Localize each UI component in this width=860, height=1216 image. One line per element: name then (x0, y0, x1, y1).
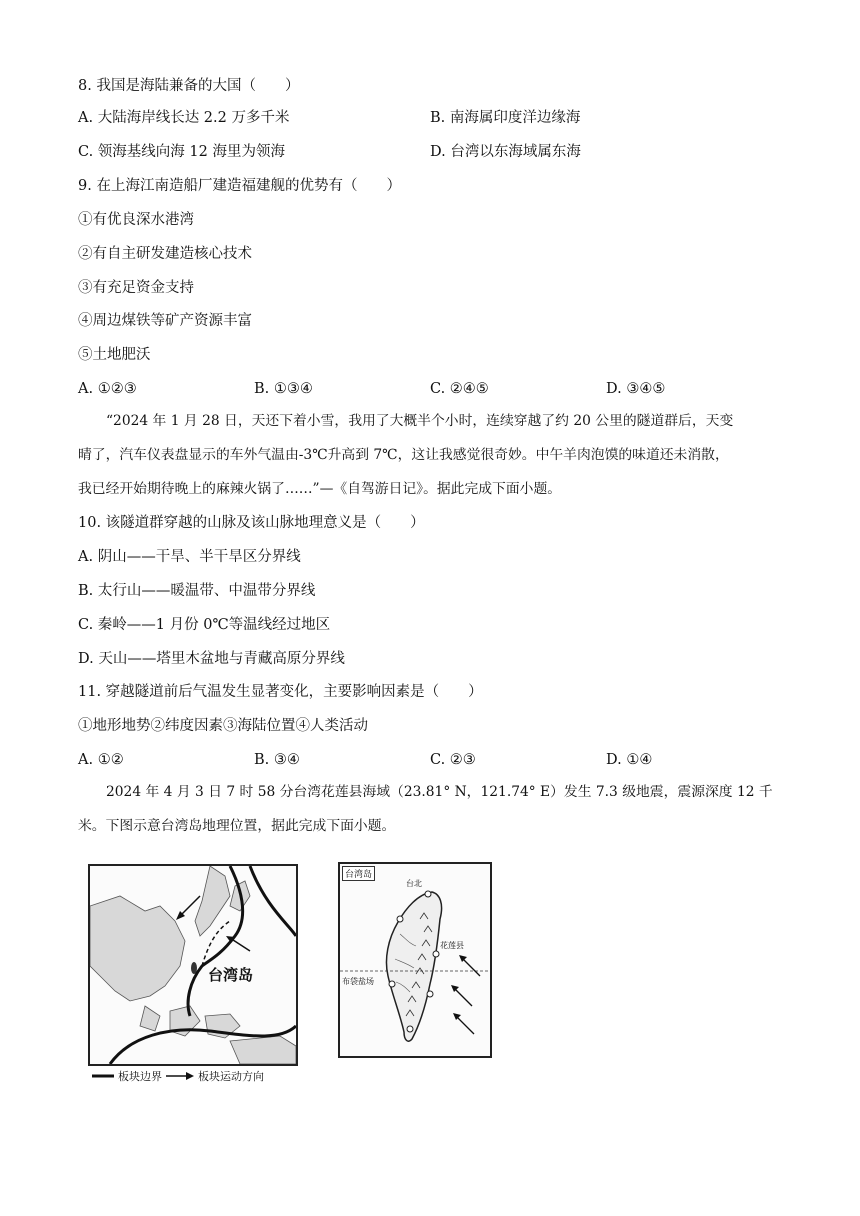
q11-items: ①地形地势②纬度因素③海陆位置④人类活动 (78, 718, 368, 734)
q10-option-d: D. 天山——塔里木盆地与青藏高原分界线 (78, 651, 345, 667)
q9-item-1: ①有优良深水港湾 (78, 212, 194, 228)
q10-option-b: B. 太行山——暖温带、中温带分界线 (78, 583, 316, 599)
q8-option-b: B. 南海属印度洋边缘海 (430, 110, 581, 126)
q11-option-c: C. ②③ (430, 752, 476, 768)
plate-motion-legend-icon (166, 1072, 194, 1080)
budai-label: 布袋盐场 (342, 977, 374, 986)
q11-option-b: B. ③④ (254, 752, 300, 768)
q9-item-5: ⑤土地肥沃 (78, 347, 151, 363)
q9-stem: 9. 在上海江南造船厂建造福建舰的优势有（ ） (78, 178, 401, 194)
passage-earthquake (78, 775, 784, 843)
q8-option-d: D. 台湾以东海域属东海 (430, 144, 581, 160)
plate-map (88, 864, 298, 1066)
passage-earthquake-line-1: 2024 年 4 月 3 日 7 时 58 分台湾花莲县海域（23.81° N，121.74° E）发生 7.3 级地震，震源深度 12 千 (106, 784, 773, 800)
taibei-label: 台北 (406, 879, 422, 888)
q9-option-d: D. ③④⑤ (606, 381, 666, 397)
plate-map-drawing (90, 866, 296, 1064)
q10-option-c: C. 秦岭——1 月份 0℃等温线经过地区 (78, 617, 331, 633)
passage-travel-diary (78, 404, 784, 506)
q9-option-b: B. ①③④ (254, 381, 313, 397)
q8-option-c: C. 领海基线向海 12 海里为领海 (78, 144, 285, 160)
q8-stem: 8. 我国是海陆兼备的大国（ ） (78, 78, 300, 94)
legend-boundary-label: 板块边界 (118, 1070, 162, 1083)
passage-travel-diary-line-3: 我已经开始期待晚上的麻辣火锅了……”—《自驾游日记》。据此完成下面小题。 (78, 481, 562, 497)
hualian-label: 花莲县 (440, 941, 464, 950)
q9-option-c: C. ②④⑤ (430, 381, 489, 397)
q11-option-a: A. ①② (78, 752, 124, 768)
taiwan-location-figure (86, 856, 506, 1092)
passage-earthquake-line-2: 米。下图示意台湾岛地理位置，据此完成下面小题。 (78, 818, 396, 834)
q9-option-a: A. ①②③ (78, 381, 137, 397)
q9-item-2: ②有自主研发建造核心技术 (78, 246, 252, 262)
inset-title: 台湾岛 (342, 866, 375, 881)
legend-motion-label: 板块运动方向 (198, 1070, 264, 1083)
q8-option-a: A. 大陆海岸线长达 2.2 万多千米 (78, 110, 290, 126)
map-legend (92, 1068, 264, 1084)
taiwan-inset-map (338, 862, 492, 1058)
q11-stem: 11. 穿越隧道前后气温发生显著变化，主要影响因素是（ ） (78, 684, 483, 700)
q9-item-3: ③有充足资金支持 (78, 280, 194, 296)
q10-option-a: A. 阴山——干旱、半干旱区分界线 (78, 549, 301, 565)
q10-stem: 10. 该隧道群穿越的山脉及该山脉地理意义是（ ） (78, 515, 425, 531)
taiwan-inset-drawing (340, 864, 490, 1056)
passage-travel-diary-line-1: “2024 年 1 月 28 日，天还下着小雪，我用了大概半个小时，连续穿越了约 20 公里的隧道群后，天变 (106, 413, 734, 429)
q11-option-d: D. ①④ (606, 752, 653, 768)
q9-item-4: ④周边煤铁等矿产资源丰富 (78, 313, 252, 329)
taiwan-island-label: 台湾岛 (208, 966, 254, 984)
plate-boundary-legend-icon (92, 1073, 114, 1079)
passage-travel-diary-line-2: 晴了，汽车仪表盘显示的车外气温由-3℃升高到 7℃，这让我感觉很奇妙。中午羊肉泡馍的味道还未消散， (78, 447, 729, 463)
